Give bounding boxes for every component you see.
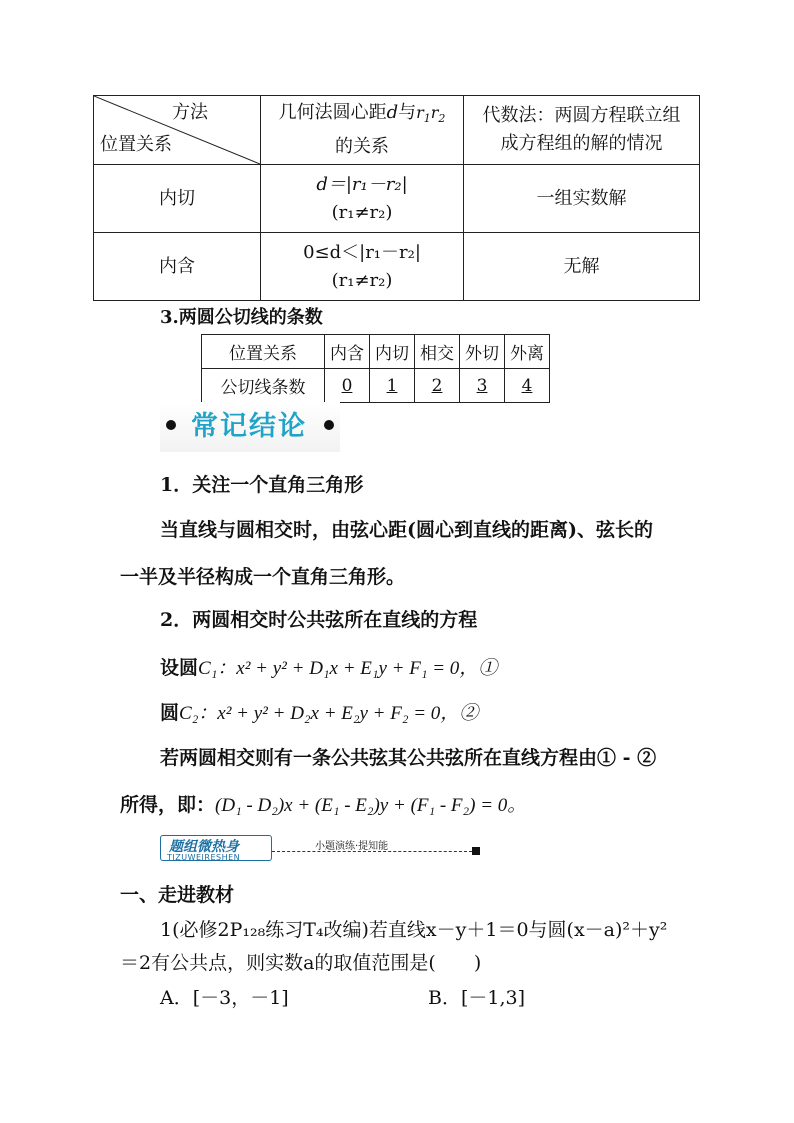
col-separate: 外离 <box>505 335 550 369</box>
count-value: 3 <box>476 375 488 396</box>
conclusion-1-title: 1．关注一个直角三角形 <box>160 474 364 496</box>
header-geo-r: $r_1r_2$ <box>416 102 446 126</box>
eq2-prefix: 圆 <box>160 702 180 724</box>
question-1-line1: 1(必修2P₁₂₈练习T₄改编)若直线x－y＋1＝0与圆(x－a)²＋y² <box>160 919 668 941</box>
conclusion-2-result <box>120 790 526 817</box>
row-contained-alg: 无解 <box>464 233 700 301</box>
header-algebraic <box>464 96 700 165</box>
row-internal-tangent-name: 内切 <box>94 165 261 233</box>
dashed-divider <box>272 851 472 852</box>
col-external-tangent: 外切 <box>460 335 505 369</box>
common-chord-equation: (D₁ - D₂)x + (E₁ - E₂)y + (F₁ - F₂) = 0。 <box>215 795 527 816</box>
conclusion-2-text: 若两圆相交则有一条公共弦其公共弦所在直线方程由① - ② <box>160 747 657 769</box>
conclusion-1-text-cont: 一半及半径构成一个直角三角形。 <box>120 566 406 588</box>
count-value: 4 <box>521 375 533 396</box>
row-contained-geo <box>261 233 464 301</box>
geo-condition: d＝|r₁－r₂| <box>316 173 408 195</box>
row-internal-tangent-geo <box>261 165 464 233</box>
circle-relation-table <box>93 95 700 301</box>
bullet-dot-icon <box>166 420 176 430</box>
exercise-banner <box>160 830 480 862</box>
count-value: 2 <box>431 375 443 396</box>
header-method: 方法 <box>172 102 208 123</box>
eq2-body: C₂：x² + y² + D₂x + E₂y + F₂ = 0，② <box>179 703 479 724</box>
header-alg-line2: 成方程组的解的情况 <box>500 133 663 154</box>
col-intersect: 相交 <box>415 335 460 369</box>
header-alg-line1: 代数法：两圆方程联立组 <box>482 105 681 126</box>
exercise-banner-subtitle: 小题演练·提知能 <box>315 841 389 852</box>
position-label: 位置关系 <box>202 335 325 369</box>
count-value: 1 <box>386 375 398 396</box>
tangent-count-table <box>201 334 550 403</box>
geo-note: (r₁≠r₂) <box>331 269 393 291</box>
col-contained: 内含 <box>325 335 370 369</box>
square-end-icon <box>472 847 480 855</box>
result-prefix: 所得，即： <box>120 794 216 816</box>
count-value: 0 <box>341 375 353 396</box>
conclusion-2-title: 2．两圆相交时公共弦所在直线的方程 <box>160 609 478 631</box>
header-geo-d: d <box>386 101 399 123</box>
equation-1 <box>160 653 497 680</box>
eq1-body: C₁：x² + y² + D₁x + E₁y + F₁ = 0，① <box>198 658 498 679</box>
row-contained-name: 内含 <box>94 233 261 301</box>
option-b: B．[－1,3] <box>428 987 526 1009</box>
header-geo-text: 几何法圆心距 <box>278 101 387 123</box>
header-geometric <box>261 96 464 165</box>
section-3-title: 3.两圆公切线的条数 <box>160 307 323 328</box>
bullet-dot-icon <box>324 420 334 430</box>
exercise-banner-pinyin: TIZUWEIRESHEN <box>167 853 241 862</box>
banner-title: 常记结论 <box>191 411 307 442</box>
exercise-banner-box <box>160 835 272 861</box>
conclusion-banner <box>160 402 340 452</box>
row-internal-tangent-alg: 一组实数解 <box>464 165 700 233</box>
option-a: A．[－3，－1] <box>160 987 289 1009</box>
geo-note: (r₁≠r₂) <box>331 201 393 223</box>
header-geo-line2: 的关系 <box>335 136 389 158</box>
count-label: 公切线条数 <box>202 369 325 403</box>
conclusion-1-text: 当直线与圆相交时，由弦心距(圆心到直线的距离)、弦长的 <box>160 519 653 541</box>
header-geo-with: 与 <box>398 101 417 123</box>
diagonal-header-cell <box>94 96 261 165</box>
eq1-prefix: 设圆 <box>160 657 199 679</box>
part-1-title: 一、走进教材 <box>120 884 235 906</box>
equation-2 <box>160 698 478 725</box>
col-internal-tangent: 内切 <box>370 335 415 369</box>
geo-condition: 0≤d＜|r₁－r₂| <box>303 241 421 263</box>
exercise-banner-title: 题组微热身 <box>169 839 239 855</box>
header-position: 位置关系 <box>100 134 172 155</box>
question-1-line2: ＝2有公共点，则实数a的取值范围是( ) <box>120 952 482 974</box>
